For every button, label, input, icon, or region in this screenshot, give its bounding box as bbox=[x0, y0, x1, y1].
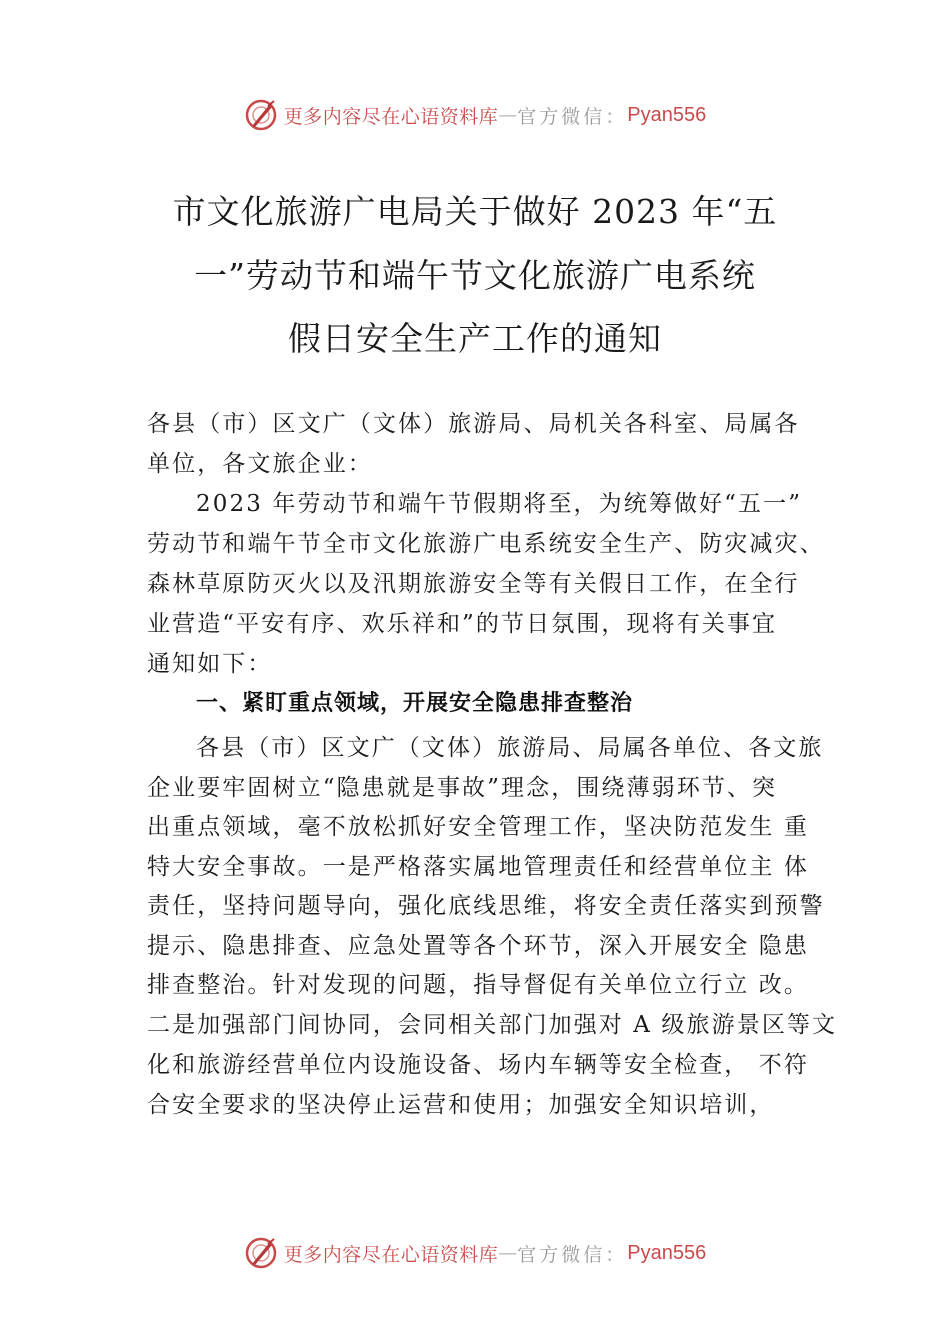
watermark-footer bbox=[0, 1233, 950, 1273]
body-line: 合安全要求的坚决停止运营和使用；加强安全知识培训， bbox=[147, 1092, 775, 1118]
watermark-label: 官方微信： bbox=[517, 1243, 628, 1266]
body-line: 二是加强部门间协同，会同相关部门加强对 A 级旅游景区等文 bbox=[147, 1012, 838, 1038]
body-line: 劳动节和端午节全市文化旅游广电系统安全生产、防灾减灾、 bbox=[147, 531, 825, 557]
body-line: 提示、隐患排查、应急处置等各个环节，深入开展安全 隐患 bbox=[147, 933, 810, 959]
body-line: 森林草原防灭火以及汛期旅游安全等有关假日工作，在全行 bbox=[147, 571, 800, 597]
body-line: 责任，坚持问题导向，强化底线思维，将安全责任落实到预警 bbox=[147, 893, 825, 919]
body-line: 各县（市）区文广（文体）旅游局、局属各单位、各文旅 bbox=[196, 735, 824, 761]
body-line: 各县（市）区文广（文体）旅游局、局机关各科室、局属各 bbox=[147, 411, 800, 437]
document-title-line-1: 市文化旅游广电局关于做好 2023 年“五 bbox=[172, 192, 778, 231]
document-title-line-2: 一”劳动节和端午节文化旅游广电系统 bbox=[194, 256, 756, 295]
body-line: 排查整治。针对发现的问题，指导督促有关单位立行立 改。 bbox=[147, 972, 810, 998]
watermark-separator: — bbox=[498, 104, 518, 126]
quill-seal-icon bbox=[244, 98, 278, 132]
section-heading: 一、紧盯重点领域，开展安全隐患排查整治 bbox=[196, 691, 634, 716]
body-line: 特大安全事故。一是严格落实属地管理责任和经营单位主 体 bbox=[147, 854, 810, 880]
watermark-header bbox=[0, 95, 950, 135]
body-line: 单位，各文旅企业： bbox=[147, 451, 373, 477]
quill-seal-icon bbox=[244, 1236, 278, 1270]
watermark-text: 更多内容尽在心语资料库 bbox=[283, 1243, 499, 1266]
document-title-line-3: 假日安全生产工作的通知 bbox=[288, 319, 662, 358]
body-line: 通知如下： bbox=[147, 651, 273, 677]
watermark-label: 官方微信： bbox=[517, 105, 628, 128]
body-line: 业营造“平安有序、欢乐祥和”的节日氛围，现将有关事宜 bbox=[147, 611, 778, 637]
body-line: 化和旅游经营单位内设施设备、场内车辆等安全检查， 不符 bbox=[147, 1052, 810, 1078]
watermark-text: 更多内容尽在心语资料库 bbox=[283, 105, 499, 128]
body-line: 出重点领域，毫不放松抓好安全管理工作，坚决防范发生 重 bbox=[147, 814, 810, 840]
watermark-separator: — bbox=[498, 1242, 518, 1264]
watermark-id: Pyan556 bbox=[627, 1241, 707, 1264]
watermark-id: Pyan556 bbox=[627, 103, 707, 126]
body-line: 企业要牢固树立“隐患就是事故”理念，围绕薄弱环节、突 bbox=[147, 775, 778, 801]
body-line: 2023 年劳动节和端午节假期将至，为统筹做好“五一” bbox=[196, 491, 803, 517]
